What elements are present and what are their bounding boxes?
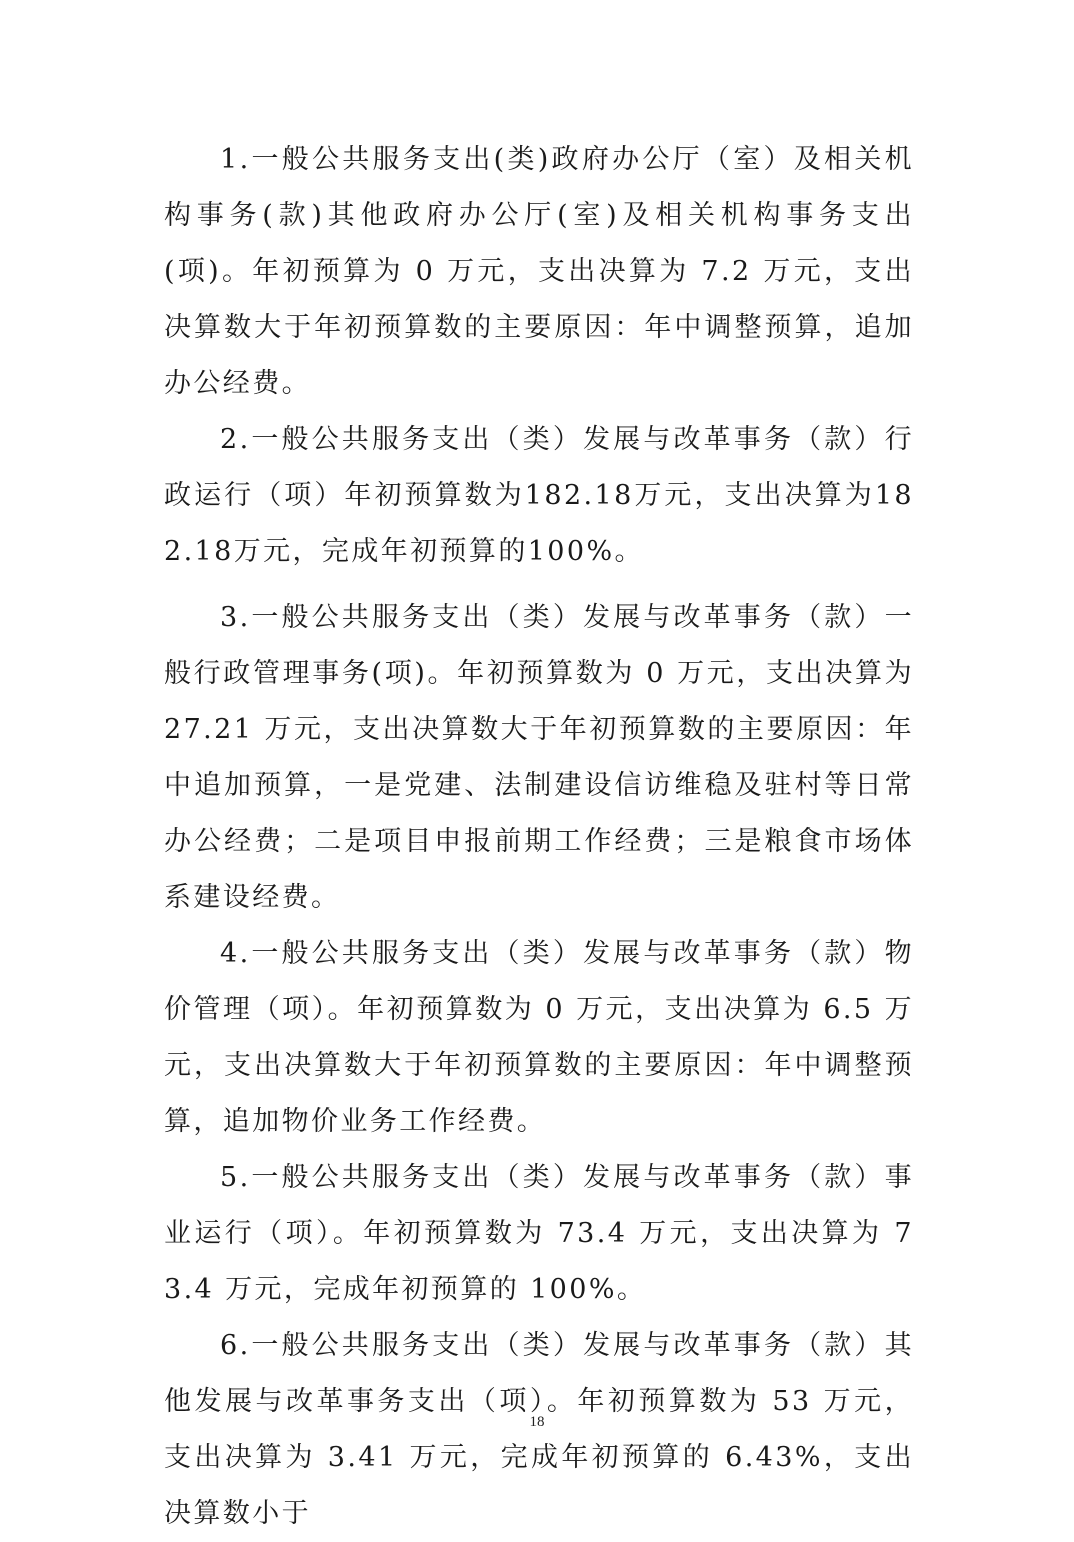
paragraph-item-1: 1.一般公共服务支出(类)政府办公厅（室）及相关机构事务(款)其他政府办公厅(室)及相关机构事务支出(项)。年初预算为 0 万元，支出决算为 7.2 万元，支出决算数大于年初预算数的主要原因：年中调整预算，追加办公经费。 <box>164 144 914 399</box>
paragraph-item-3: 3.一般公共服务支出（类）发展与改革事务（款）一般行政管理事务(项)。年初预算数为 0 万元，支出决算为 27.21 万元，支出决算数大于年初预算数的主要原因：年中追加预算，一是党建、法制建设信访维稳及驻村等日常办公经费；二是项目申报前期工作经费；三是粮食市场体系建设经费。 <box>164 602 915 913</box>
paragraph-item-6: 6.一般公共服务支出（类）发展与改革事务（款）其他发展与改革事务支出（项）。年初预算数为 53 万元，支出决算为 3.41 万元，完成年初预算的 6.43%，支出决算数小于 <box>164 1330 914 1529</box>
paragraph-item-4: 4.一般公共服务支出（类）发展与改革事务（款）物价管理（项）。年初预算数为 0 万元，支出决算为 6.5 万元，支出决算数大于年初预算数的主要原因：年中调整预算，追加物价业务工作经费。 <box>164 938 914 1137</box>
document-body <box>164 132 914 1542</box>
paragraph-item-5: 5.一般公共服务支出（类）发展与改革事务（款）事业运行（项）。年初预算数为 73.4 万元，支出决算为 73.4 万元，完成年初预算的 100%。 <box>164 1162 914 1305</box>
paragraph-item-2: 2.一般公共服务支出（类）发展与改革事务（款）行政运行（项）年初预算数为182.18万元，支出决算为182.18万元，完成年初预算的100%。 <box>164 424 914 567</box>
page-number: 18 <box>529 1414 545 1430</box>
